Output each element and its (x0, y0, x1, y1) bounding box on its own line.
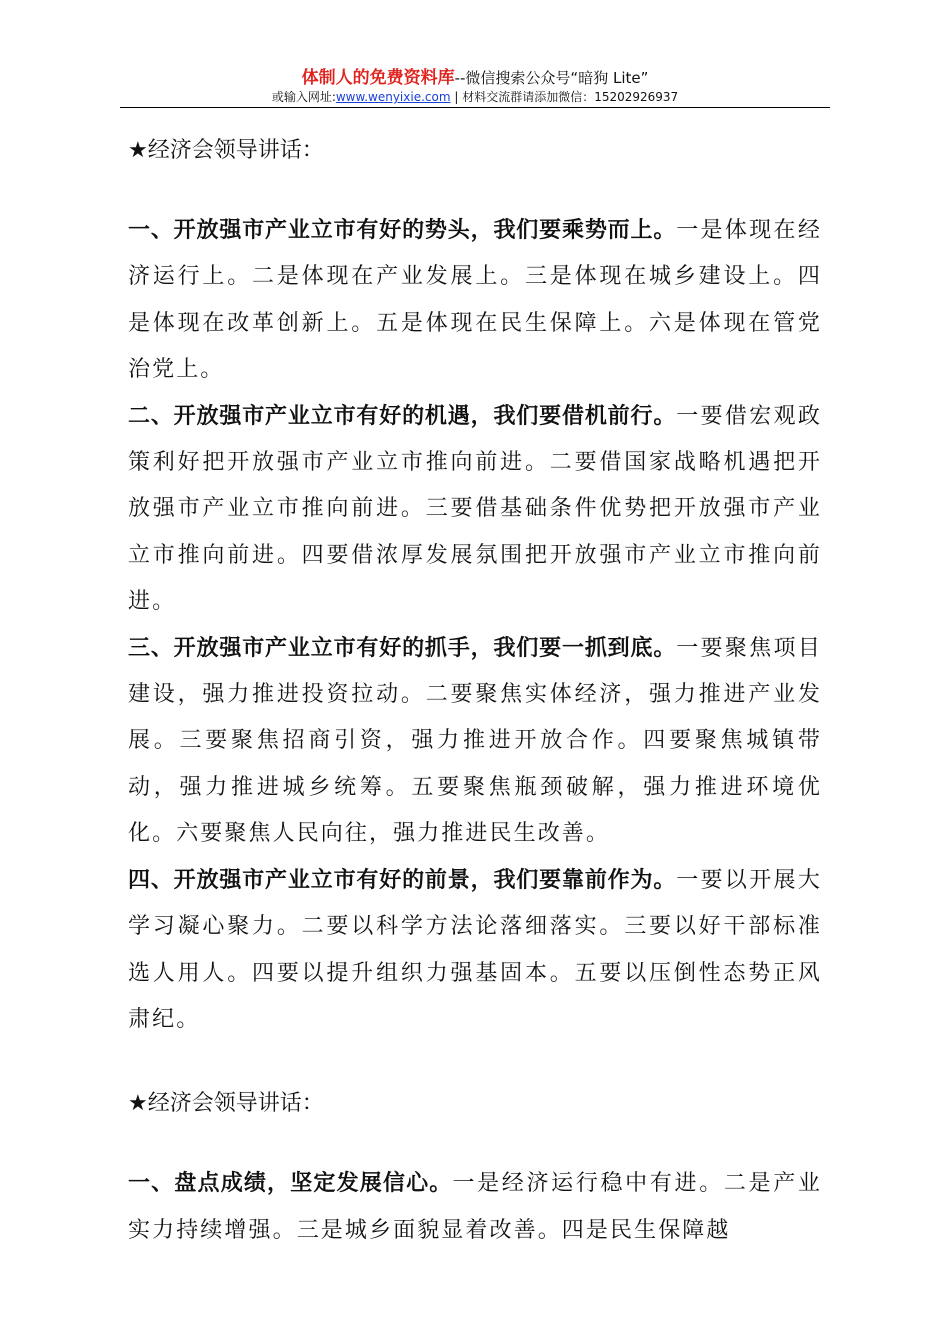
paragraph-lead: 一、开放强市产业立市有好的势头，我们要乘势而上。 (128, 218, 677, 243)
paragraph (128, 858, 822, 1044)
paragraph-lead: 二、开放强市产业立市有好的机遇，我们要借机前行。 (128, 403, 677, 429)
header-url-suffix: | 材料交流群请添加微信：15202926937 (450, 90, 679, 104)
paragraph (128, 394, 822, 626)
document-body (128, 128, 822, 1254)
section-title: ★经济会领导讲话： (128, 138, 324, 163)
header-url-prefix: 或输入网址: (271, 90, 336, 104)
paragraph (128, 626, 822, 858)
paragraph-body: 一要借宏观政策利好把开放强市产业立市推向前进。二要借国家战略机遇把开放强市产业立市推向前进。三要借基础条件优势把开放强市产业立市推向前进。四要借浓厚发展氛围把开放强市产业立市推向前进。 (128, 403, 822, 615)
header-divider (120, 107, 830, 108)
paragraph-lead: 三、开放强市产业立市有好的抓手，我们要一抓到底。 (128, 635, 677, 661)
paragraph-body: 一要以开展大学习凝心聚力。二要以科学方法论落细落实。三要以好干部标准选人用人。四要以提升组织力强基固本。五要以压倒性态势正风肃纪。 (128, 867, 822, 1032)
header-url-link[interactable]: www.wenyixie.com (335, 90, 451, 104)
paragraph-body: 一是体现在经济运行上。二是体现在产业发展上。三是体现在城乡建设上。四是体现在改革创新上。五是体现在民生保障上。六是体现在管党治党上。 (128, 218, 822, 383)
section-title: ★经济会领导讲话： (128, 1091, 324, 1117)
paragraph (128, 208, 822, 394)
paragraph-body: 一要聚焦项目建设，强力推进投资拉动。二要聚焦实体经济，强力推进产业发展。三要聚焦招商引资，强力推进开放合作。四要聚焦城镇带动，强力推进城乡统筹。五要聚焦瓶颈破解，强力推进环境优化。六要聚焦人民向往，强力推进民生改善。 (128, 635, 822, 847)
paragraph (128, 1161, 822, 1254)
header-brand-line (120, 68, 830, 88)
paragraph-lead: 四、开放强市产业立市有好的前景，我们要靠前作为。 (128, 867, 677, 893)
header-suffix: --微信搜索公众号“暗狗 Lite” (454, 69, 649, 87)
page-header (120, 68, 830, 106)
paragraph-body: 一是经济运行稳中有进。二是产业实力持续增强。三是城乡面貌显着改善。四是民生保障越 (128, 1171, 822, 1243)
paragraph-lead: 一、盘点成绩，坚定发展信心。 (128, 1171, 453, 1197)
header-url-line (120, 88, 830, 106)
header-brand: 体制人的免费资料库 (301, 68, 455, 88)
